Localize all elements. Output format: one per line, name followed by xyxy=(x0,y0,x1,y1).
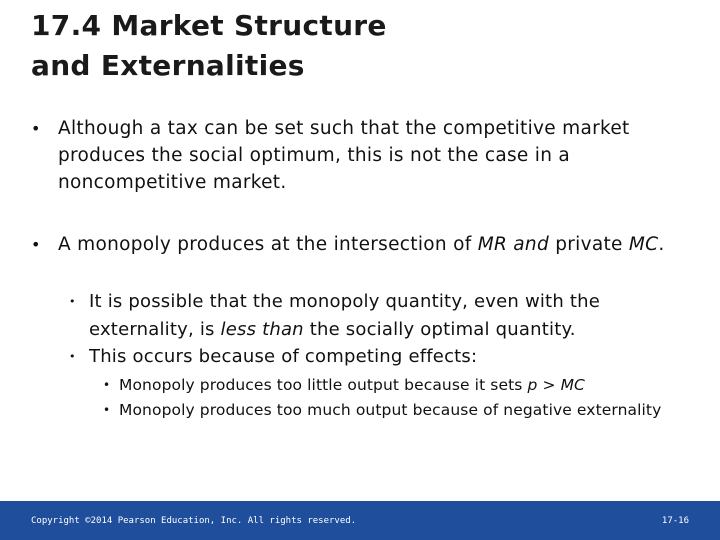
page-number: 17-16 xyxy=(661,516,689,526)
sub-sub-bullet-too-much xyxy=(103,399,679,421)
sub-bullet-marker: • xyxy=(69,350,76,363)
copyright-text: Copyright ©2014 Pearson Education, Inc. All rights reserved. xyxy=(31,516,357,526)
bullet-marker: • xyxy=(31,235,41,254)
sub-bullet-competing-effects xyxy=(69,343,709,371)
bullet-marker: • xyxy=(31,119,41,138)
sub-sub-bullet-marker: • xyxy=(103,378,111,392)
sub-sub-bullet-marker: • xyxy=(103,403,111,417)
sub-sub-bullet-text: Monopoly produces too much output because of negative externality xyxy=(119,401,662,419)
sub-bullet-text-part: It is possible that the monopoly quantity, even with the externality, is xyxy=(89,291,600,340)
sub-bullet-marker: • xyxy=(69,295,76,308)
sub-bullet-less-than xyxy=(69,288,709,344)
slide-title xyxy=(31,6,387,86)
bullet-text-part: A monopoly produces at the intersection of xyxy=(58,234,478,255)
bullet-text: Although a tax can be set such that the competitive market produces the social optimum, this is not the case in a noncompetitive market. xyxy=(58,118,630,193)
sub-sub-bullet-math: p > MC xyxy=(527,376,585,394)
bullet-monopoly-production xyxy=(31,231,698,258)
sub-bullet-emphasis: less than xyxy=(220,319,304,340)
bullet-math-mr-and: MR and xyxy=(477,234,550,255)
slide-footer xyxy=(0,501,720,540)
bullet-math-mc: MC xyxy=(628,234,659,255)
sub-bullet-text-part: the socially optimal quantity. xyxy=(303,319,576,340)
bullet-tax-optimum xyxy=(31,115,698,196)
bullet-text-part: . xyxy=(658,234,665,255)
sub-sub-bullet-text: Monopoly produces too little output because it sets xyxy=(119,376,528,394)
slide-title-line-2: and Externalities xyxy=(31,49,305,82)
bullet-text-part: private xyxy=(549,234,629,255)
sub-sub-bullet-too-little xyxy=(103,374,679,396)
slide-title-line-1: 17.4 Market Structure xyxy=(31,9,387,42)
sub-bullet-text: This occurs because of competing effects: xyxy=(89,346,478,367)
